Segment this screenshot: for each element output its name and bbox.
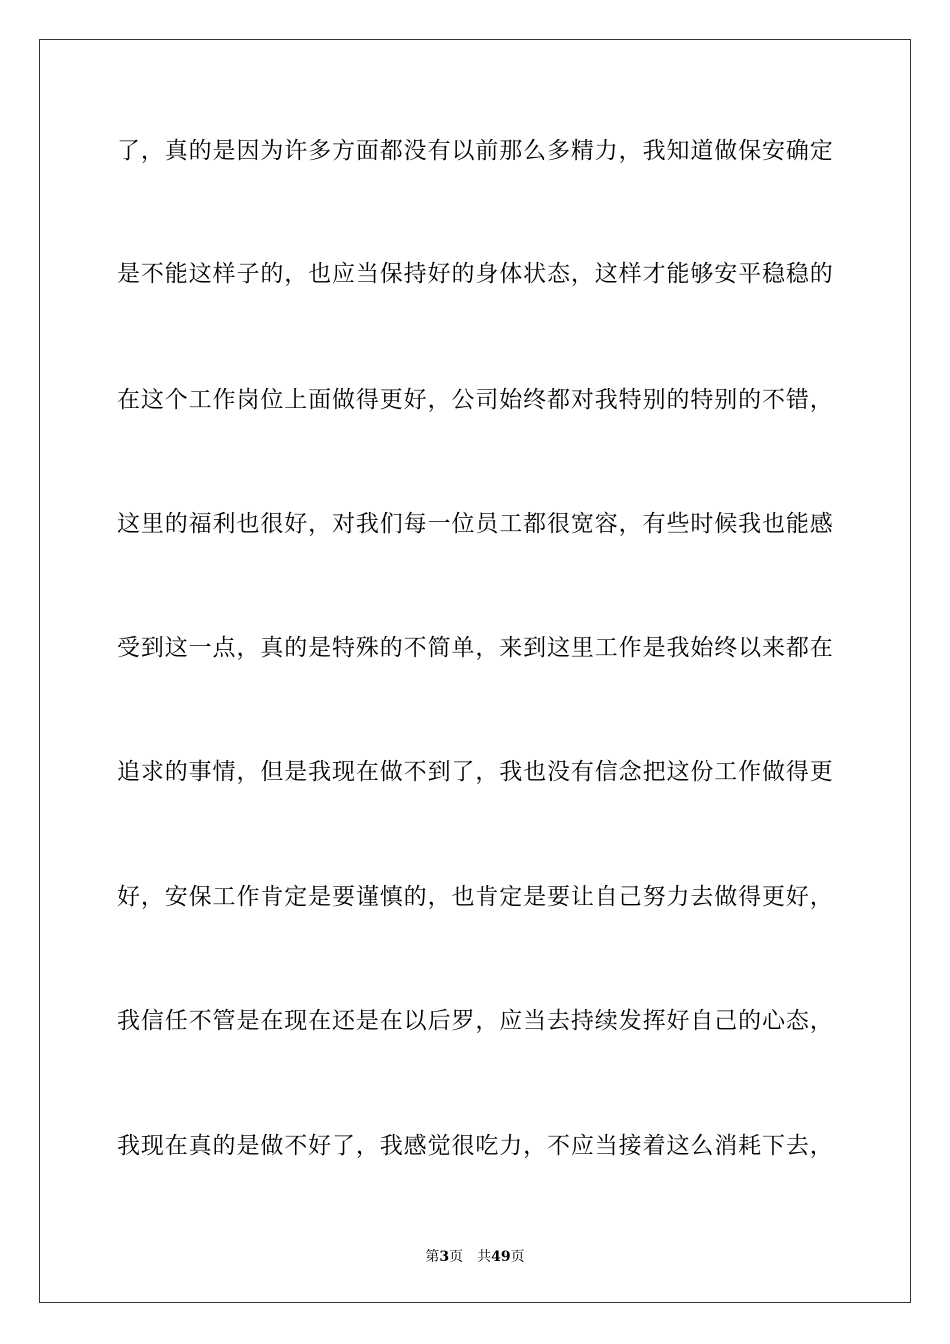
body-text-line-5: 受到这一点，真的是特殊的不简单，来到这里工作是我始终以来都在 (117, 635, 833, 661)
body-text-line-9: 我现在真的是做不好了，我感觉很吃力，不应当接着这么消耗下去， (117, 1133, 833, 1159)
page-border (39, 39, 911, 1303)
page-number-label: 第3页 (425, 1249, 464, 1265)
total-pages-label: 共49页 (477, 1249, 525, 1265)
body-text-line-7: 好，安保工作肯定是要谨慎的，也肯定是要让自己努力去做得更好， (117, 884, 833, 910)
body-text-line-2: 是不能这样子的，也应当保持好的身体状态，这样才能够安平稳稳的 (117, 261, 833, 287)
body-text-line-1: 了，真的是因为许多方面都没有以前那么多精力，我知道做保安确定 (117, 138, 833, 164)
page-footer (0, 1247, 950, 1267)
body-text-line-4: 这里的福利也很好，对我们每一位员工都很宽容，有些时候我也能感 (117, 511, 833, 537)
body-text-line-8: 我信任不管是在现在还是在以后罗，应当去持续发挥好自己的心态， (117, 1008, 833, 1034)
body-text-line-3: 在这个工作岗位上面做得更好，公司始终都对我特别的特别的不错， (117, 387, 833, 413)
body-text-line-6: 追求的事情，但是我现在做不到了，我也没有信念把这份工作做得更 (117, 759, 833, 785)
